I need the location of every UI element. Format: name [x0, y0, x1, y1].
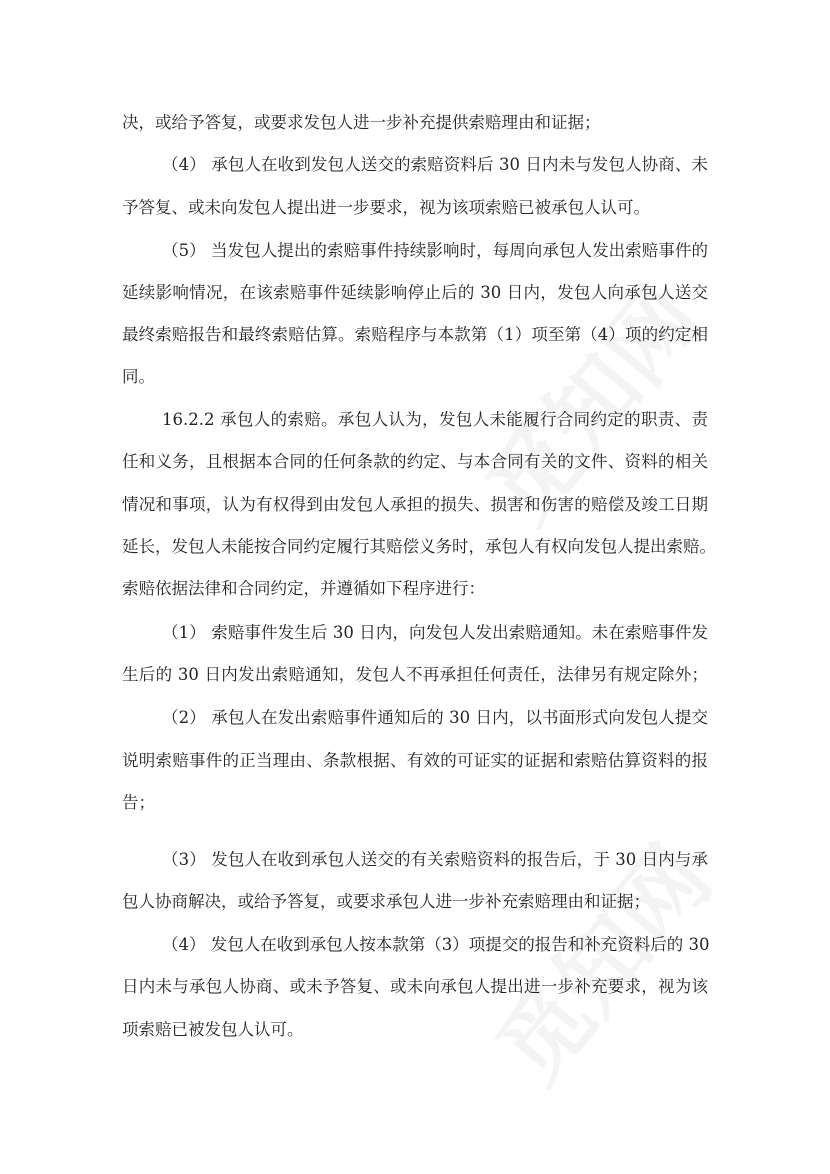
text-line: 延续影响情况，在该索赔事件延续影响停止后的 30 日内，发包人向承包人送交	[122, 283, 708, 302]
text-line: （5） 当发包人提出的索赔事件持续影响时，每周向承包人发出索赔事件的	[162, 241, 708, 260]
text-line: 情况和事项，认为有权得到由发包人承担的损失、损害和伤害的赔偿及竣工日期	[122, 495, 708, 514]
text-line: 日内未与承包人协商、或未予答复、或未向承包人提出进一步补充要求，视为该	[122, 977, 708, 996]
text-line: 索赔依据法律和合同约定，并遵循如下程序进行：	[122, 579, 485, 598]
text-line: （1） 索赔事件发生后 30 日内，向发包人发出索赔通知。未在索赔事件发	[162, 623, 708, 642]
text-line: 最终索赔报告和最终索赔估算。索赔程序与本款第（1）项至第（4）项的约定相	[122, 325, 708, 344]
text-line: 任和义务，且根据本合同的任何条款的约定、与本合同有关的文件、资料的相关	[122, 452, 708, 471]
text-line: （3） 发包人在收到承包人送交的有关索赔资料的报告后，于 30 日内与承	[162, 850, 708, 869]
text-line: 项索赔已被发包人认可。	[122, 1020, 304, 1039]
text-line: 延长，发包人未能按合同约定履行其赔偿义务时，承包人有权向发包人提出索赔。	[122, 537, 716, 556]
text-line: 说明索赔事件的正当理由、条款根据、有效的可证实的证据和索赔估算资料的报	[122, 751, 708, 770]
text-line: 包人协商解决，或给予答复，或要求承包人进一步补充索赔理由和证据；	[122, 892, 650, 911]
text-line: （4） 承包人在收到发包人送交的索赔资料后 30 日内未与发包人协商、未	[162, 155, 708, 174]
text-line: （2） 承包人在发出索赔事件通知后的 30 日内，以书面形式向发包人提交	[162, 708, 708, 727]
text-line: 决，或给予答复，或要求发包人进一步补充提供索赔理由和证据；	[122, 113, 601, 132]
text-line: 告；	[122, 793, 155, 812]
watermark	[484, 833, 726, 1098]
text-line: 予答复、或未向发包人提出进一步要求，视为该项索赔已被承包人认可。	[122, 198, 650, 217]
text-line: （4） 发包人在收到承包人按本款第（3）项提交的报告和补充资料后的 30	[162, 935, 710, 954]
section-heading-line: 16.2.2 承包人的索赔。承包人认为，发包人未能履行合同约定的职责、责	[162, 410, 708, 429]
text-line: 同。	[122, 367, 155, 386]
text-line: 生后的 30 日内发出索赔通知，发包人不再承担任何责任，法律另有规定除外；	[122, 665, 708, 684]
